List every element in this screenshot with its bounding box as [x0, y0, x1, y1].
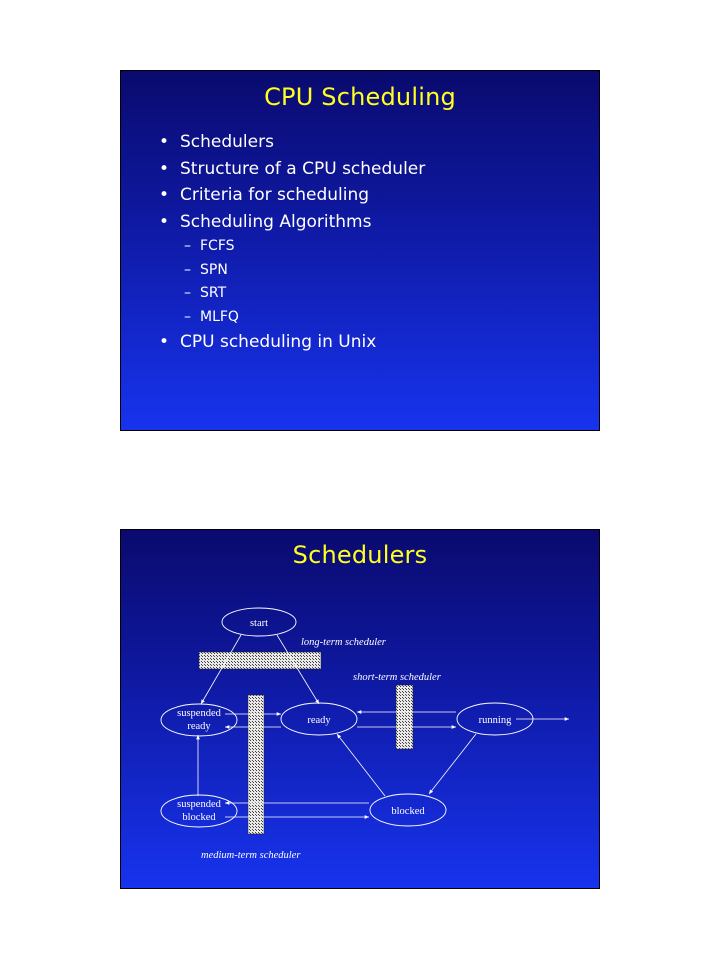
ready-label: ready	[307, 715, 331, 726]
bullet-item: • CPU scheduling in Unix	[159, 329, 425, 356]
sub-bullet-item: – SRT	[159, 282, 425, 306]
bullet-item: • Scheduling Algorithms	[159, 209, 425, 236]
slide-cpu-scheduling	[120, 70, 600, 431]
bullet-item: • Structure of a CPU scheduler	[159, 156, 425, 183]
slide-title: Schedulers	[292, 541, 428, 569]
sub-bullet-item: – SPN	[159, 259, 425, 283]
suspended-blocked-label-line2: blocked	[182, 812, 216, 823]
suspended-ready-label-line1: suspended	[177, 708, 221, 719]
long-term-scheduler-bar	[199, 652, 321, 669]
short-term-scheduler-bar	[396, 685, 413, 749]
start-to-suspended-ready-arrow	[201, 635, 241, 704]
suspended-blocked-label-line1: suspended	[177, 799, 221, 810]
medium-term-scheduler-bar	[248, 695, 264, 834]
sub-bullet-item: – MLFQ	[159, 306, 425, 330]
blocked-to-ready-arrow	[337, 734, 385, 796]
blocked-label: blocked	[391, 806, 425, 817]
suspended-ready-label-line2: ready	[187, 721, 211, 732]
bullet-item: • Schedulers	[159, 129, 425, 156]
medium-term-scheduler-label: medium-term scheduler	[201, 850, 301, 861]
bullet-item: • Criteria for scheduling	[159, 182, 425, 209]
sub-bullet-item: – FCFS	[159, 235, 425, 259]
slide-schedulers	[120, 529, 600, 889]
start-label: start	[249, 618, 269, 629]
short-term-scheduler-label: short-term scheduler	[353, 672, 441, 683]
scheduler-diagram	[121, 530, 601, 890]
long-term-scheduler-label: long-term scheduler	[301, 637, 386, 648]
bullet-list	[159, 129, 425, 356]
running-label: running	[478, 715, 512, 726]
slide-title: CPU Scheduling	[264, 83, 456, 111]
running-to-blocked-arrow	[429, 734, 476, 794]
